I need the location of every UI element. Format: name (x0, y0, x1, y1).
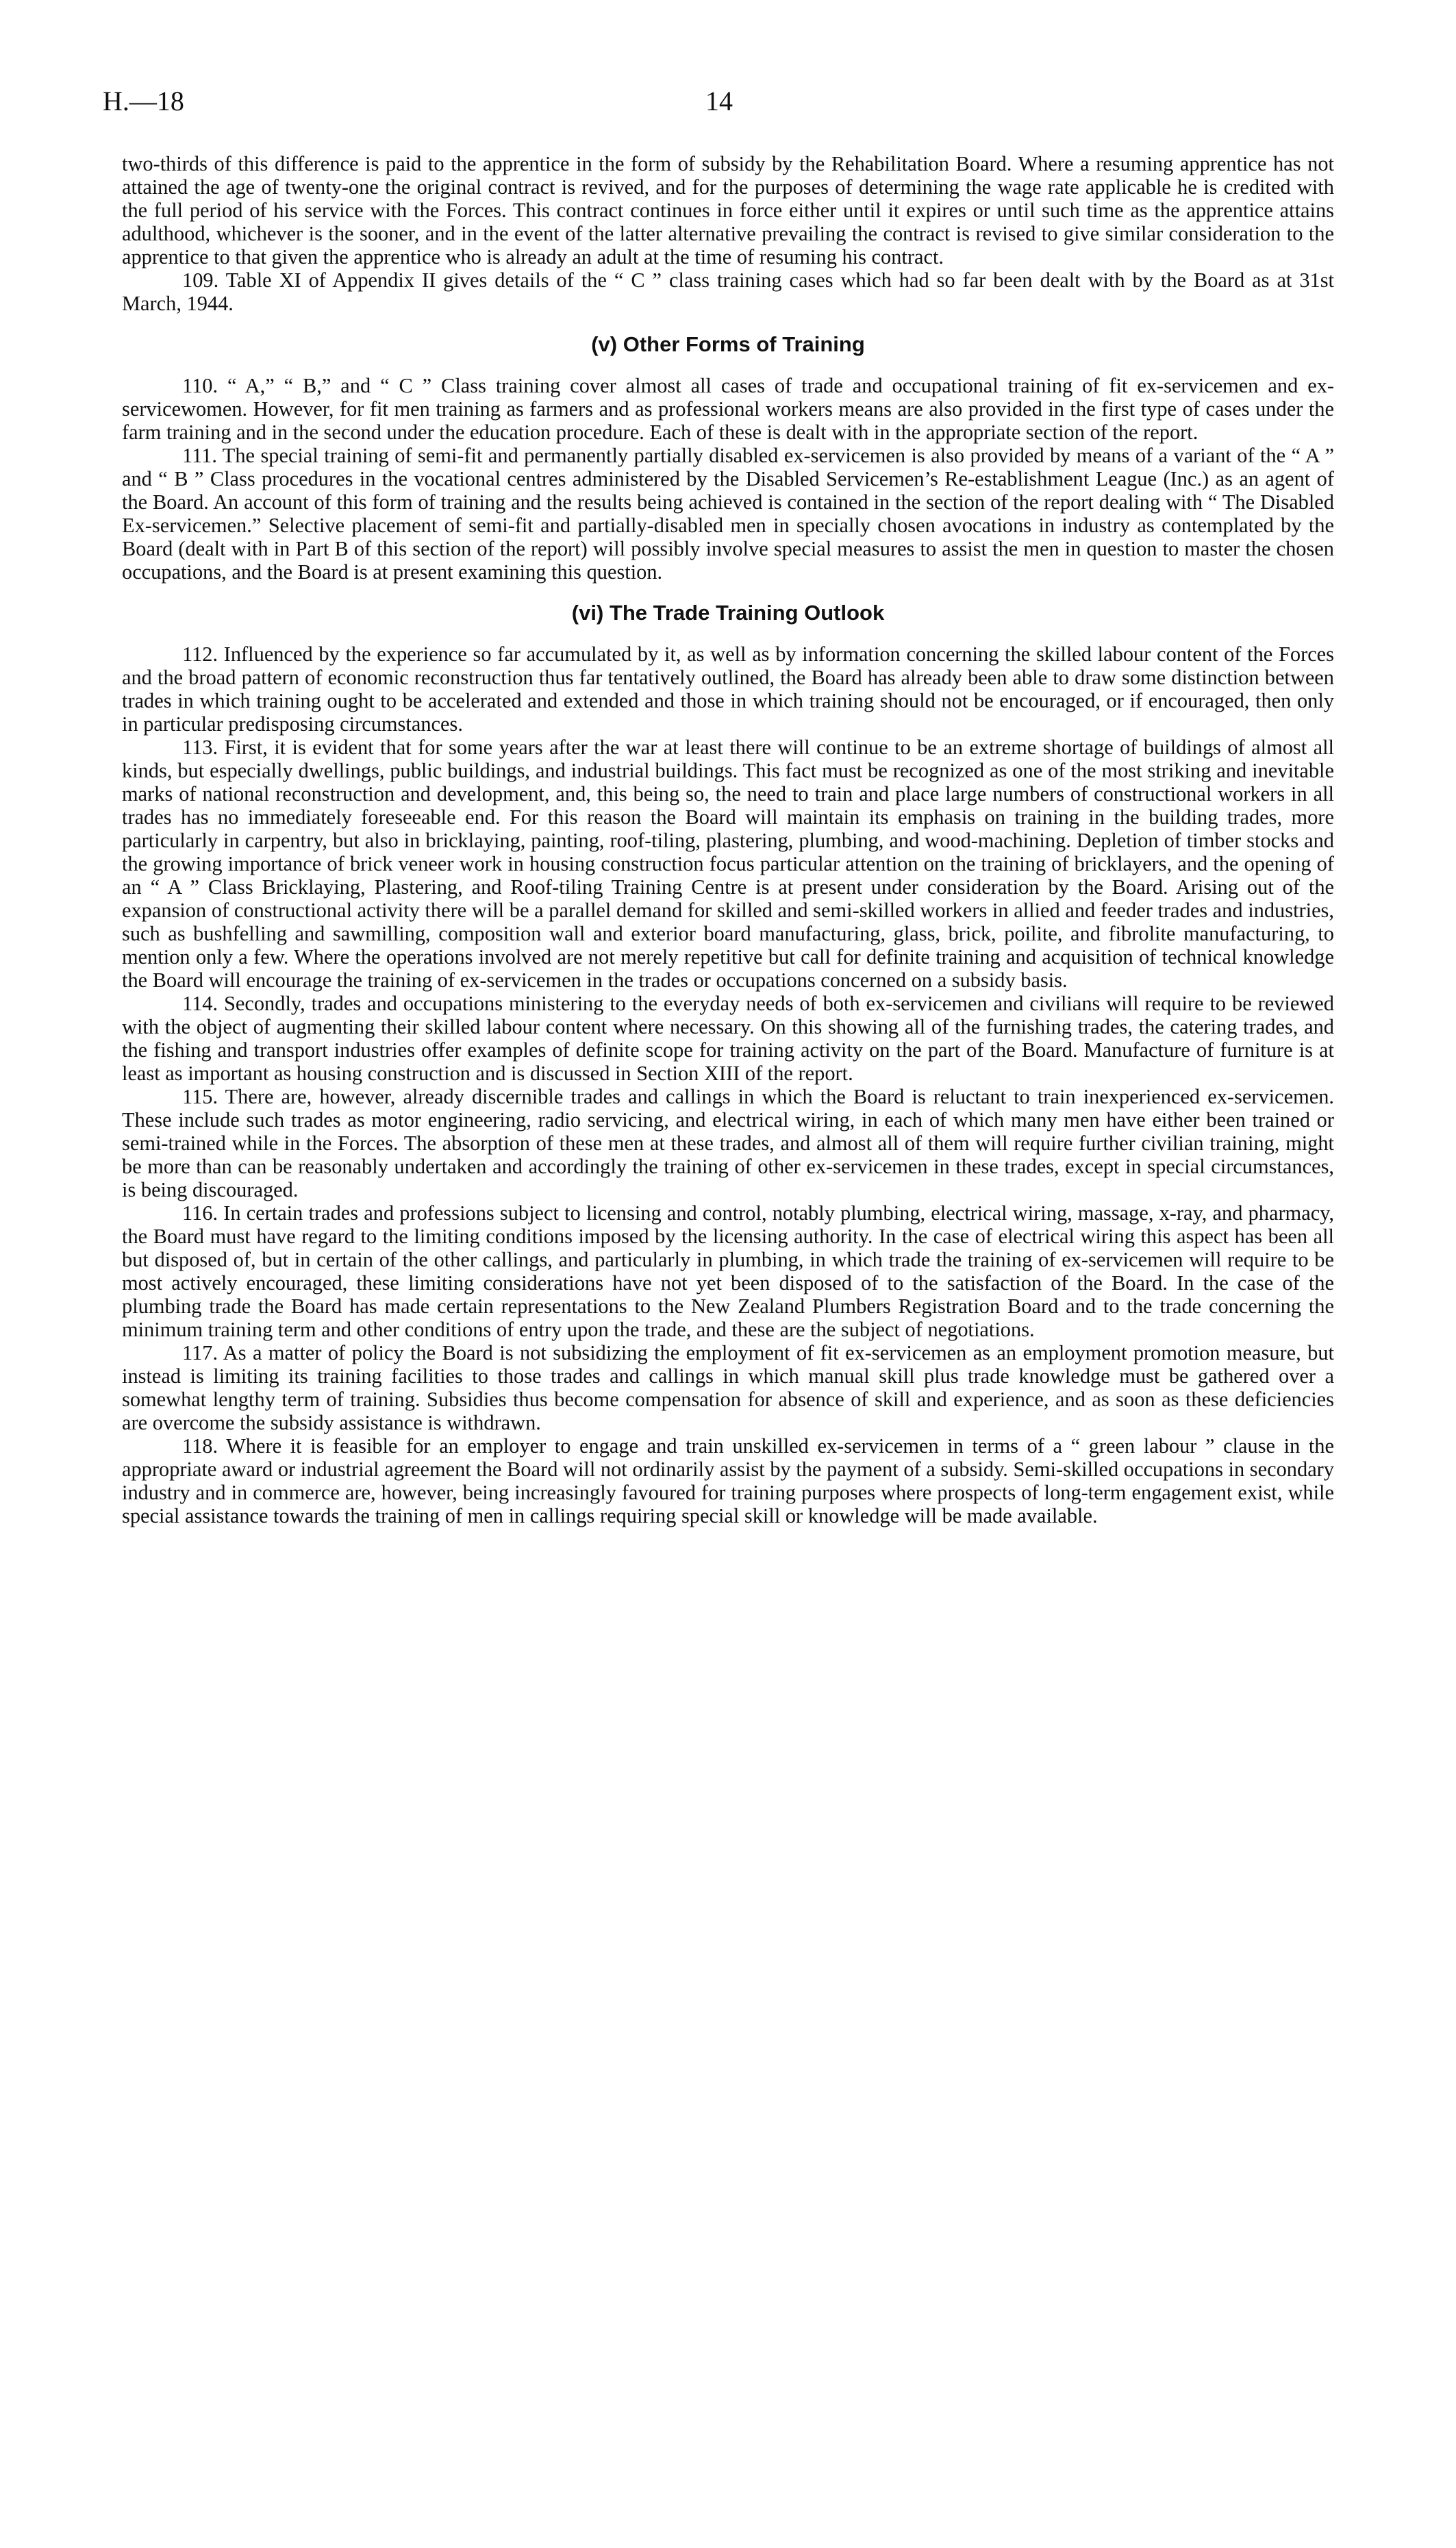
section-heading-trade-outlook: (vi) The Trade Training Outlook (571, 601, 885, 625)
paragraph-113: 113. First, it is evident that for some years after the war at least there will continue to be an extreme shortage of buildings of almost all kinds, but especially dwellings, public buildings, and industrial buildings. This fact must be recognized as one of the most striking and inevitable marks of national reconstruction and development, and, this being so, the need to train and place large numbers of constructional workers in all trades has no immediately foreseeable end. For this reason the Board will maintain its emphasis on training in the building trades, more particularly in carpentry, but also in bricklaying, painting, roof-tiling, plastering, plumbing, and wood-machining. Depletion of timber stocks and the growing importance of brick veneer work in housing construction focus particular attention on the training of bricklayers, and the opening of an “ A ” Class Bricklaying, Plastering, and Roof-tiling Training Centre is at present under consideration by the Board. Arising out of the expansion of constructional activity there will be a parallel demand for skilled and semi-skilled workers in allied and feeder trades and industries, such as bushfelling and sawmilling, composition wall and exterior board manufacturing, glass, brick, poilite, and fibrolite manufacturing, to mention only a few. Where the operations involved are not merely repetitive but call for definite training and acquisition of technical knowledge the Board will encourage the training of ex-servicemen in the trades or occupations concerned on a subsidy basis. (122, 736, 1334, 992)
paragraph-116: 116. In certain trades and professions subject to licensing and control, notably plumbing, electrical wiring, massage, x-ray, and pharmacy, the Board must have regard to the limiting conditions imposed by the licensing authority. In the case of electrical wiring this aspect has been all but disposed of, but in certain of the other callings, and particularly in plumbing, in which trade the training of ex-servicemen will require to be most actively encouraged, these limiting considerations have not yet been disposed of to the satisfaction of the Board. In the case of the plumbing trade the Board has made certain representations to the New Zealand Plumbers Registration Board and to the trade concerning the minimum training term and other conditions of entry upon the trade, and these are the subject of negotiations. (122, 1201, 1334, 1341)
paragraph-109: 109. Table XI of Appendix II gives details of the “ C ” class training cases which had so far been dealt with by the Board as at 31st March, 1944. (122, 268, 1334, 315)
paragraph-112: 112. Influenced by the experience so far accumulated by it, as well as by information concerning the skilled labour content of the Forces and the broad pattern of economic reconstruction thus far tentatively outlined, the Board has already been able to draw some distinction between trades in which training ought to be accelerated and extended and those in which training should not be encouraged, or if encouraged, then only in particular predisposing circumstances. (122, 642, 1334, 736)
paragraph-111: 111. The special training of semi-fit and permanently partially disabled ex-servicemen is also provided by means of a variant of the “ A ” and “ B ” Class procedures in the vocational centres administered by the Disabled Servicemen’s Re-establishment League (Inc.) as an agent of the Board. An account of this form of training and the results being achieved is contained in the section of the report dealing with “ The Disabled Ex-servicemen.” Selective placement of semi-fit and partially-disabled men in specially chosen avocations in industry as contemplated by the Board (dealt with in Part B of this section of the report) will possibly involve special measures to assist the men in question to master the chosen occupations, and the Board is at present examining this question. (122, 444, 1334, 584)
paragraph-114: 114. Secondly, trades and occupations ministering to the everyday needs of both ex-servicemen and civilians will require to be reviewed with the object of augmenting their skilled labour content where necessary. On this showing all of the furnishing trades, the catering trades, and the fishing and transport industries offer examples of definite scope for training activity on the part of the Board. Manufacture of furniture is at least as important as housing construction and is discussed in Section XIII of the report. (122, 992, 1334, 1085)
paragraph-115: 115. There are, however, already discernible trades and callings in which the Board is reluctant to train inexperienced ex-servicemen. These include such trades as motor engineering, radio servicing, and electrical wiring, in each of which many men have either been trained or semi-trained while in the Forces. The absorption of these men at these trades, and almost all of them will require further civilian training, might be more than can be reasonably undertaken and accordingly the training of other ex-servicemen in these trades, except in special circumstances, is being discouraged. (122, 1085, 1334, 1201)
page-header (103, 81, 1335, 122)
paragraph-118: 118. Where it is feasible for an employer to engage and train unskilled ex-servicemen in terms of a “ green labour ” clause in the appropriate award or industrial agreement the Board will not ordinarily assist by the payment of a subsidy. Semi-skilled occupations in secondary industry and in commerce are, however, being increasingly favoured for training purposes where prospects of long-term engagement exist, while special assistance towards the training of men in callings requiring special skill or knowledge will be made available. (122, 1434, 1334, 1527)
document-code: H.—18 (103, 86, 184, 116)
paragraph-117: 117. As a matter of policy the Board is not subsidizing the employment of fit ex-servicemen as an employment promotion measure, but instead is limiting its training facilities to those trades and callings in which manual skill plus trade knowledge must be gathered over a somewhat lengthy term of training. Subsidies thus become compensation for absence of skill and experience, and as soon as these deficiencies are overcome the subsidy assistance is withdrawn. (122, 1341, 1334, 1434)
paragraph-110: 110. “ A,” “ B,” and “ C ” Class training cover almost all cases of trade and occupational training of fit ex-servicemen and ex-servicewomen. However, for fit men training as farmers and as professional workers means are also provided in the first type of cases under the farm training and in the second under the education procedure. Each of these is dealt with in the appropriate section of the report. (122, 374, 1334, 444)
section-heading-other-forms: (v) Other Forms of Training (591, 332, 865, 356)
paragraph-continuation: two-thirds of this difference is paid to the apprentice in the form of subsidy by the Rehabilitation Board. Where a resuming apprentice has not attained the age of twenty-one the original contract is revived, and for the purposes of determining the wage rate applicable he is credited with the full period of his service with the Forces. This contract continues in force either until it expires or until such time as the apprentice attains adulthood, whichever is the sooner, and in the event of the latter alternative prevailing the contract is revised to give similar consideration to the apprentice to that given the apprentice who is already an adult at the time of resuming his contract. (122, 152, 1334, 268)
document-body (122, 152, 1334, 1527)
page-number: 14 (705, 86, 733, 116)
